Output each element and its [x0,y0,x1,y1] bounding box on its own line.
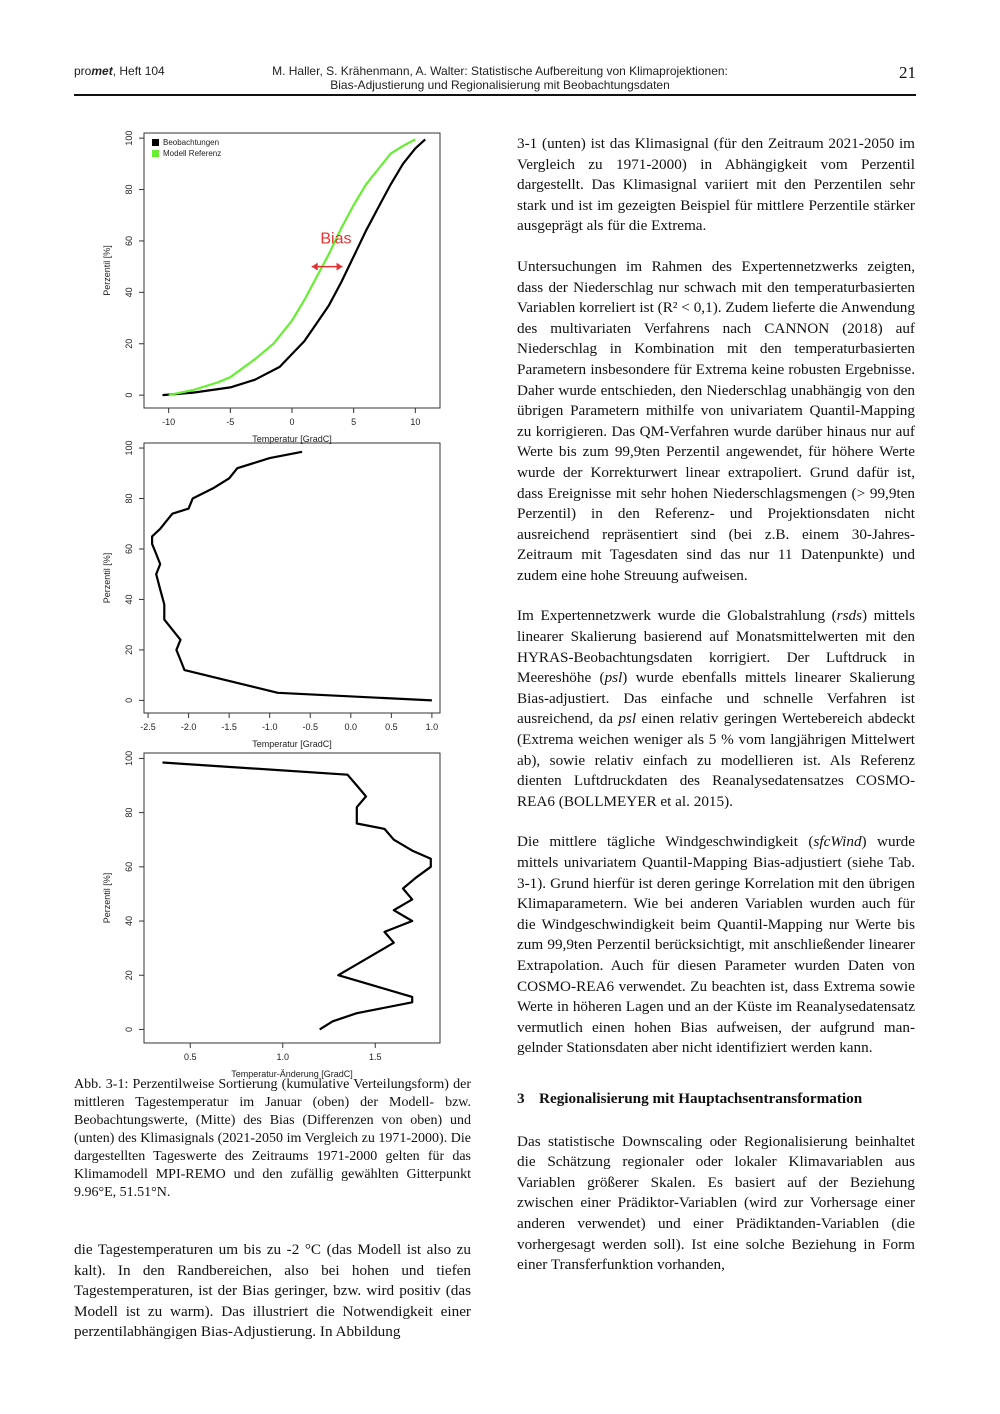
y-tick-label: 40 [124,287,134,298]
p4-text-a: Die mittlere tägliche Windgeschwindigkeit ( [517,833,814,851]
y-tick-label: 20 [124,338,134,349]
chart-panel-middle [102,441,440,749]
x-tick-label: 1.0 [276,1052,290,1062]
section-heading-3 [517,1089,915,1110]
y-tick-label: 60 [124,861,134,872]
x-tick-label: -1.5 [221,722,237,732]
y-axis-label: Perzentil [%] [102,245,112,296]
p3-var-psl-2: psl [618,710,637,728]
y-axis-label: Perzentil [%] [102,872,112,924]
chart-panel-bottom [102,751,440,1079]
paragraph-4 [517,832,915,1059]
right-column [517,134,915,1296]
y-tick-label: 80 [124,807,134,818]
journal-italic: met [91,64,113,78]
y-tick-label: 100 [124,750,134,766]
y-tick-label: 0 [124,392,134,398]
figure-3-1 [74,128,474,1118]
x-tick-label: -2.5 [140,722,156,732]
y-tick-label: 60 [124,235,134,246]
section-number: 3 [517,1089,525,1107]
running-title [250,64,750,92]
left-column [74,1240,471,1363]
x-tick-label: -2.0 [180,722,197,732]
x-tick-label: 1.0 [425,722,439,732]
p3-text-c: ) wurde ebenfalls mittels linearer Skalierung Bias-adjustiert. Das einfache und schnelle Verfahren ist ausreichend, da [517,669,916,728]
p3-var-rsds: rsds [836,607,862,625]
bias-arrow-head-right [337,263,343,271]
p3-var-psl: psl [604,669,623,687]
plot-frame [144,443,440,713]
bias-annotation: Bias [320,230,352,248]
x-tick-label: 0.5 [183,1052,197,1062]
running-title-line1: M. Haller, S. Krähenmann, A. Walter: Statistische Aufbereitung von Klimaprojektionen: [272,64,728,78]
x-tick-label: -1.0 [261,722,278,732]
y-tick-label: 20 [124,644,134,655]
section-title: Regionalisierung mit Hauptachsentransformation [539,1089,863,1107]
p4-var-sfcwind: sfcWind [813,833,862,851]
p4-text-b: ) wurde mittels univariatem Quantil-Mapping Bias-adjustiert (siehe Tab. 3-1). Grund hierfür ist deren geringe Korrelation mit den übrigen Klimaparametern. Wie bei anderen Variablen wurden auch für die Windgeschwindigkeit beim Quantil-Mapping nur Werte bis zum 99,9ten Perzentil berücksichtigt, mit anschließender linearer Extrapolation. Auch für diesen Parameter wurden Daten von COSMO-REA6 verwendet. Zu beachten ist, dass Extrema sowie Werte in höheren Lagen und an der Küste im Reanalysedatensatz vermutlich einen hohen Bias aufweisen, der aufgrund mangelnder Stationsdaten aber nicht identifiziert werden kann. [517,833,915,1057]
legend-label: Modell Referenz [163,149,222,158]
y-tick-label: 40 [124,916,134,927]
x-axis-label: Temperatur [GradC] [252,434,332,444]
running-title-line2: Bias-Adjustierung und Regionalisierung mit Beobachtungsdaten [330,78,670,92]
p3-text-d: einen relativ geringen Wertebereich abdeckt (Extrema weichen weniger als 5 % vom langjährigen Mittelwert ab), sowie relativ einfach zu modellieren ist. Als Referenz dienten Luftdruckdaten des Reanalysedatensatzes COSMO-REA6 (BOLLMEYER et al. 2015). [517,710,915,810]
bias-arrow-head-left [312,263,318,271]
y-tick-label: 100 [124,130,134,146]
paragraph-2: Untersuchungen im Rahmen des Expertennetzwerks zeigten, dass der Niederschlag nur schwach mit den temperaturbasierten Variablen korreliert ist (R² < 0,1). Zudem lieferte die Anwendung des multivariaten Verfahrens nach CANNON (2018) auf Niederschlag in Kombination mit den temperaturbasierten Parametern insbesondere für Extrema keine robusten Ergebnisse. Daher wurde entschieden, den Niederschlag unabhängig von den übrigen Parametern mithilfe von univariatem Quantil-Mapping zu korrigieren. Das QM-Verfahren wurde darüber hinaus nur auf Werte bis zum 99,9ten Perzentil angewendet, für höhere Werte wurde der Korrekturwert linear extrapoliert. Grund dafür ist, dass Ereignisse mit sehr hohen Niederschlagsmengen (> 99,9ten Perzentil) in den Referenz- und Projektionsdaten nicht ausreichend repräsentiert sind (bei z.B. einem 30-Jahres-Zeitraum mit Tagesdaten sind das nur 11 Datenpunkte) und zudem eine hohe Streuung aufweisen. [517,257,915,584]
journal-name [74,64,165,78]
series-line-beobachtungen [163,139,426,395]
paragraph-5: Das statistische Downscaling oder Regionalisierung beinhaltet die Schätzung regionaler oder lokaler Klimavariablen aus Variablen größerer Skalen. Es basiert auf der Beziehung zwischen einer Prädiktor-Variablen (wird zur Vorhersage einer anderen verwendet) und einer Prädiktanden-Variablen (die vorhergesagt werden soll). Ist eine solche Beziehung in Form einer Transferfunktion vorhanden, [517,1132,915,1274]
header-rule [74,94,916,96]
y-tick-label: 100 [124,440,134,456]
plot-frame [144,753,440,1043]
x-tick-label: -10 [162,417,176,427]
y-tick-label: 20 [124,970,134,981]
p3-text-a: Im Expertennetzwerk wurde die Globalstrahlung ( [517,607,837,625]
paragraph-1: 3-1 (unten) ist das Klimasignal (für den Zeitraum 2021-2050 im Vergleich zu 1971-2000) in Abhängigkeit vom Perzentil dargestellt. Das Klimasignal variiert mit den Perzentilen sehr stark und ist im gezeigten Beispiel für mittlere Perzentile stärker ausgeprägt als für die Extrema. [517,135,915,235]
series-line-klimasignal [163,763,431,1030]
y-tick-label: 80 [124,493,134,504]
x-axis-label: Temperatur-Änderung [GradC] [231,1069,353,1079]
paragraph-left-bottom: die Tagestemperaturen um bis zu -2 °C (das Modell ist also zu kalt). In den Randbereichen, also bei hohen und tiefen Tagestemperaturen, ist der Bias geringer, bzw. wird positiv (das Modell ist zu warm). Das illustriert die Notwendigkeit einer perzentilabhängigen Bias-Adjustierung. In Abbildung [74,1241,471,1341]
chart-panel-top [102,131,440,444]
x-tick-label: 5 [351,417,357,427]
x-tick-label: 0.5 [385,722,398,732]
y-tick-label: 60 [124,543,134,554]
journal-prefix: pro [74,64,92,78]
legend-swatch [152,139,159,146]
paragraph-3 [517,606,915,812]
y-tick-label: 0 [124,1026,134,1032]
series-line-bias [152,452,432,701]
figure-caption: Abb. 3-1: Perzentilweise Sortierung (kumulative Verteilungsform) der mittleren Tagestemperatur im Januar (oben) der Modell- bzw. Beobachtungswerte, (Mitte) des Bias (Differenzen von oben) und (unten) des Klimasignals (2021-2050 im Vergleich zu 1971-2000). Die dargestellten Tageswerte des Zeitraums 1971-2000 gelten für das Klimamodell MPI-REMO und den zufällig gewählten Gitterpunkt 9.96°E, 51.51°N. [74,1077,471,1200]
series-line-modell-referenz [169,139,416,395]
x-tick-label: -0.5 [302,722,319,732]
y-axis-label: Perzentil [%] [102,552,112,604]
y-tick-label: 0 [124,697,134,703]
legend-label: Beobachtungen [163,138,220,147]
x-tick-label: 0 [289,417,295,427]
x-tick-label: 1.5 [368,1052,382,1062]
page-number: 21 [899,63,916,82]
x-tick-label: -5 [226,417,235,427]
x-tick-label: 10 [410,417,421,427]
y-tick-label: 40 [124,594,134,605]
journal-issue: , Heft 104 [112,64,165,78]
legend-swatch [152,150,159,157]
x-tick-label: 0.0 [344,722,358,732]
p3-text-b: ) mittels linearer Skalierung basierend auf Monatsmittelwerten mit den HYRAS-Beobachtungsdaten korrigiert. Der Luftdruck in Meereshöhe ( [517,607,915,687]
x-axis-label: Temperatur [GradC] [252,739,332,749]
y-tick-label: 80 [124,184,134,195]
